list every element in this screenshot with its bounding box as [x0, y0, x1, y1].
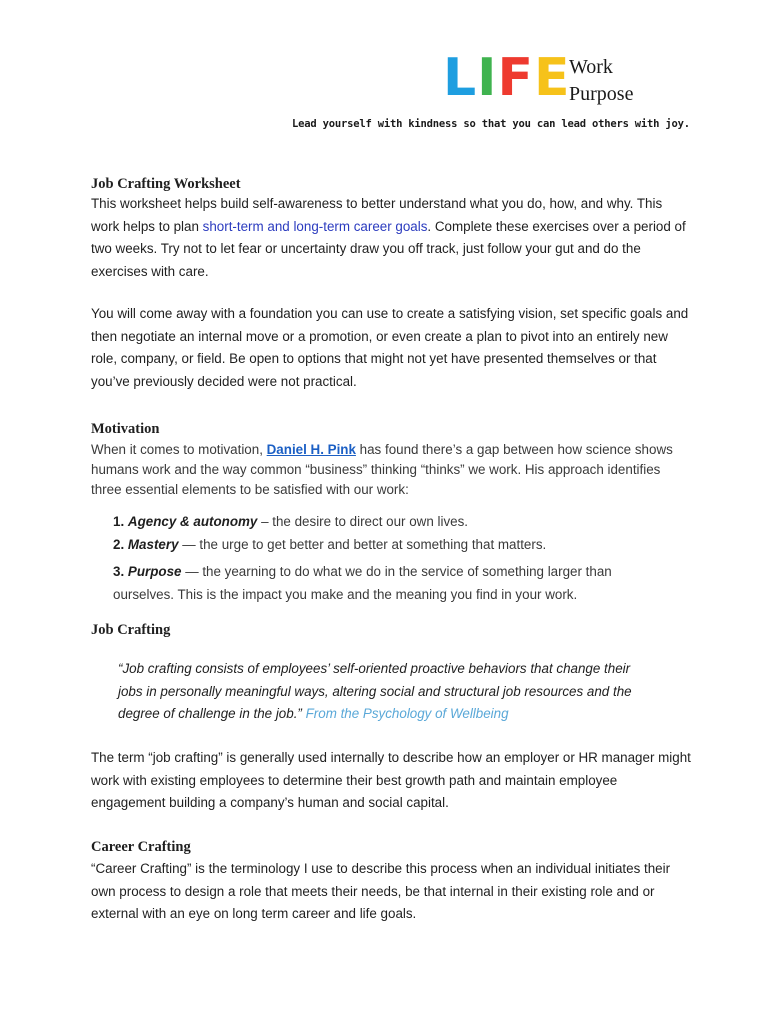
intro-paragraph-2: You will come away with a foundation you can use to create a satisfying vision, set specific goals and then negotiate an internal move or a promotion, or even create a plan to pivot into an entirely new role, company, or field. Be open to options that might not yet have presented themselves or that you’ve previously decided were not practical.: [91, 306, 689, 389]
list-number: 2.: [113, 536, 125, 552]
job-crafting-paragraph: The term “job crafting” is generally used internally to describe how an employer or HR manager might work with existing employees to determine their best growth path and maintain employee engagement building a company’s human and social capital.: [91, 750, 691, 810]
list-separator: —: [181, 564, 203, 579]
logo-side-text: [569, 54, 633, 108]
logo-work: Work: [569, 56, 613, 78]
tagline: Lead yourself with kindness so that you can lead others with joy.: [292, 118, 690, 130]
career-crafting-section: [91, 839, 691, 926]
motivation-section: [91, 421, 691, 500]
list-term: Purpose: [127, 564, 182, 579]
list-number: 3.: [113, 564, 125, 579]
list-item: [113, 511, 653, 534]
job-crafting-heading: Job Crafting: [91, 622, 171, 638]
list-description: the yearning to do what we do in the service of something larger than ourselves. This is the impact you make and the meaning you find in your work.: [113, 564, 612, 602]
motivation-paragraph: [91, 440, 691, 500]
career-goals-link[interactable]: short-term and long-term career goals: [202, 218, 428, 234]
job-crafting-section: [91, 622, 691, 639]
logo-letter-e: E: [534, 48, 571, 108]
list-term: Agency & autonomy: [127, 514, 258, 529]
intro-paragraph-1: [91, 193, 691, 283]
logo-purpose: Purpose: [569, 83, 634, 105]
motivation-heading: Motivation: [91, 421, 160, 437]
career-crafting-paragraph: “Career Crafting” is the terminology I use to describe this process when an individual initiates their own process to design a role that meets their needs, be that internal in their existing role and or external with an eye on long term career and life goals.: [91, 861, 671, 921]
quote-source-link[interactable]: From the Psychology of Wellbeing: [305, 706, 509, 721]
list-number: 1.: [113, 514, 125, 529]
list-separator: –: [257, 514, 273, 529]
career-crafting-heading: Career Crafting: [91, 839, 191, 855]
list-item: [113, 534, 653, 557]
list-term: Mastery: [127, 536, 179, 552]
motivation-text-a: When it comes to motivation,: [91, 442, 267, 457]
job-crafting-paragraph-block: [91, 747, 691, 815]
intro-section: [91, 176, 691, 393]
logo-life-wordmark: [443, 50, 571, 106]
life-work-purpose-logo: [443, 50, 653, 110]
motivation-list: [113, 511, 653, 606]
list-description: the urge to get better and better at something that matters.: [199, 536, 547, 552]
list-item: [113, 561, 653, 606]
logo-letter-f: F: [497, 48, 535, 108]
daniel-pink-link[interactable]: Daniel H. Pink: [266, 442, 356, 457]
quote-text: [118, 658, 658, 726]
intro-text-a: This worksheet helps build self-awareness to better understand what you do, how, and why. This work helps to plan: [91, 196, 663, 234]
quote-body: “Job crafting consists of employees’ self-oriented proactive behaviors that change their jobs in personally meaningful ways, altering social and structural job resources and the degree of challenge in the job.”: [118, 661, 632, 721]
motivation-text-b: has found there’s a gap between how science shows humans work and the way common “business” thinking “thinks” we work. His approach identifies three essential elements to be satisfied with our work:: [91, 442, 673, 497]
worksheet-title: Job Crafting Worksheet: [91, 176, 241, 192]
logo-letter-i: I: [477, 48, 498, 108]
logo-letter-l: L: [443, 48, 478, 108]
intro-text-b: . Complete these exercises over a period of two weeks. Try not to let fear or uncertainty draw you off track, just follow your gut and do the exercises with care.: [91, 218, 686, 279]
job-crafting-quote: [118, 658, 658, 726]
list-separator: —: [178, 536, 200, 552]
list-description: the desire to direct our own lives.: [272, 514, 469, 529]
